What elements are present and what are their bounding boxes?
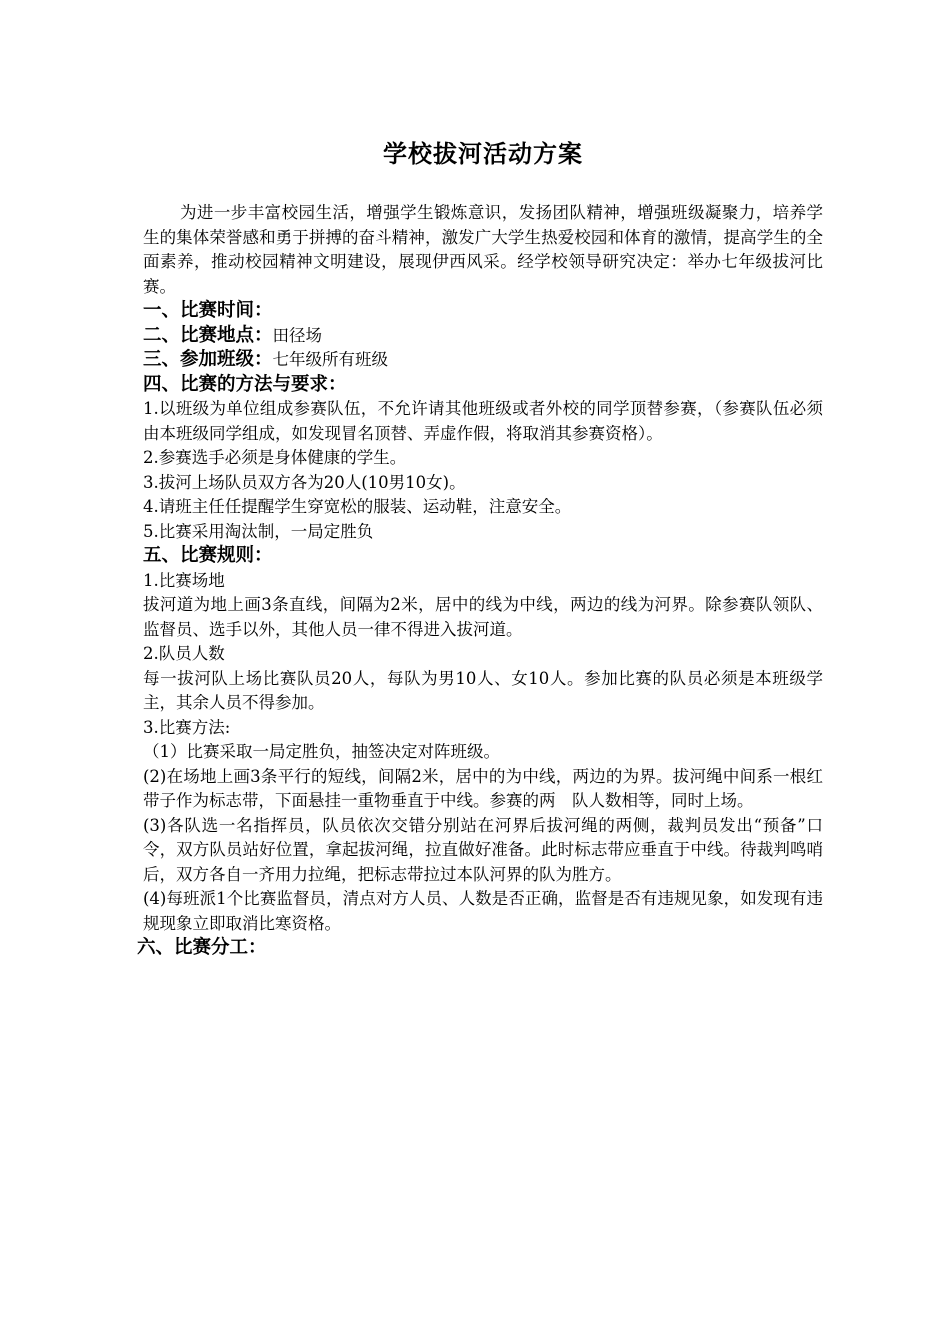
- section-method-heading: 四、比赛的方法与要求：: [143, 373, 347, 395]
- rules-members-title: 2.队员人数: [143, 644, 225, 663]
- rules-method-item-2: (2)在场地上画3条平行的短线，间隔2米，居中的为中线，两边的为界。拔河绳中间系一根红带子作为标志带，下面悬挂一重物垂直于中线。参赛的两 队人数相等，同时上场。: [143, 766, 823, 810]
- section-classes: [143, 348, 823, 373]
- document-title: 学校拔河活动方案: [383, 140, 583, 168]
- section-place: [143, 324, 823, 349]
- rules-method-item-4: (4)每班派1个比赛监督员，清点对方人员、人数是否正确，监督是否有违规见象，如发现有违规现象立即取消比寒资格。: [143, 889, 823, 933]
- rules-method-item-3: (3)各队选一名指挥员，队员依次交错分别站在河界后拔河绳的两侧，裁判员发出“预备”口令，双方队员站好位置，拿起拔河绳，拉直做好准备。此时标志带应垂直于中线。待裁判鸣哨后，双方各自一齐用力拉绳，把标志带拉过本队河界的队为胜方。: [143, 815, 823, 884]
- rules-members-text: 每一拔河队上场比赛队员20人，每队为男10人、女10人。参加比赛的队员必须是本班级学主，其余人员不得参加。: [143, 668, 823, 712]
- section-place-heading: 二、比赛地点：: [143, 324, 273, 346]
- section-time: [143, 299, 823, 324]
- rules-method-item-1: （1）比赛采取一局定胜负，抽签决定对阵班级。: [143, 742, 500, 761]
- section-division-heading: 六、比赛分工：: [137, 937, 267, 958]
- section-place-value: 田径场: [272, 325, 323, 345]
- section-time-heading: 一、比赛时间：: [143, 300, 273, 321]
- method-item-5: 5.比赛采用淘汰制，一局定胜负: [143, 521, 374, 541]
- method-item-2: 2.参赛选手必须是身体健康的学生。: [143, 448, 407, 467]
- section-rules-heading: 五、比赛规则：: [143, 545, 273, 566]
- method-item-1: 1.以班级为单位组成参赛队伍，不允许请其他班级或者外校的同学顶替参赛，（参赛队伍必须由本班级同学组成，如发现冒名顶替、弄虚作假，将取消其参赛资格）。: [143, 399, 823, 443]
- intro-paragraph: 为进一步丰富校园生活，增强学生锻炼意识，发扬团队精神，增强班级凝聚力，培养学生的集体荣誉感和勇于拼搏的奋斗精神，激发广大学生热爱校园和体育的激情，提高学生的全面素养，推动校园精神文明建设，展现伊西风采。经学校领导研究决定：举办七年级拔河比赛。: [143, 203, 823, 296]
- rules-venue-text: 拔河道为地上画3条直线，间隔为2米，居中的线为中线，两边的线为河界。除参赛队领队、监督员、选手以外，其他人员一律不得进入拔河道。: [143, 595, 823, 639]
- section-classes-heading: 三、参加班级：: [143, 349, 273, 370]
- rules-method-title: 3.比赛方法:: [143, 717, 231, 737]
- rules-venue-title: 1.比赛场地: [143, 570, 225, 590]
- section-classes-value: 七年级所有班级: [272, 350, 389, 369]
- method-item-4: 4.请班主任任提醒学生穿宽松的服装、运动鞋，注意安全。: [143, 497, 572, 516]
- method-item-3: 3.拔河上场队员双方各为20人(10男10女)。: [143, 472, 466, 492]
- document-body: [137, 201, 823, 961]
